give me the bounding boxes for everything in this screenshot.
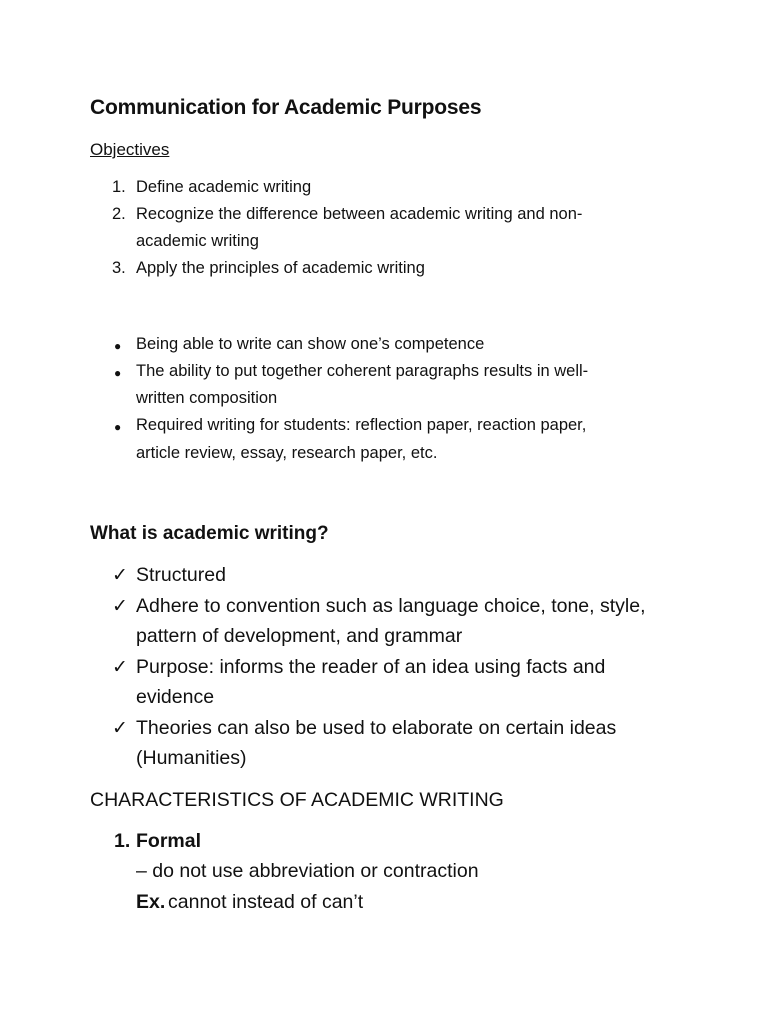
objective-number: 2. [112,205,126,223]
page-title: Communication for Academic Purposes [90,96,482,119]
bullet-text: Being able to write can show one’s competence [136,335,485,353]
checklist-item: evidence [136,686,215,708]
example-text: cannot instead of can’t [168,891,364,913]
example-label: Ex. [136,891,166,913]
checkmark-icon: ✓ [112,718,128,739]
bullet-icon: ● [114,339,122,353]
checklist-item: pattern of development, and grammar [136,625,463,647]
objective-number: 1. [112,178,126,196]
objective-number: 3. [112,259,126,277]
checklist-item: (Humanities) [136,747,247,769]
checklist-item: Purpose: informs the reader of an idea using facts and [136,656,606,678]
objectives-heading: Objectives [90,140,170,159]
objective-text: Apply the principles of academic writing [136,259,425,277]
checkmark-icon: ✓ [112,657,128,678]
characteristic-title: Formal [136,830,202,852]
checklist-item: Adhere to convention such as language choice, tone, style, [136,595,646,617]
bullet-text: The ability to put together coherent paragraphs results in well- [136,362,589,380]
checklist-item: Theories can also be used to elaborate on certain ideas [136,717,617,739]
objective-text: academic writing [136,232,259,250]
checkmark-icon: ✓ [112,565,128,586]
bullet-icon: ● [114,366,122,380]
section-heading-academic-writing: What is academic writing? [90,523,329,544]
bullet-text: written composition [136,389,278,407]
bullet-text: article review, essay, research paper, etc. [136,444,438,462]
bullet-text: Required writing for students: reflection paper, reaction paper, [136,416,587,434]
section-heading-characteristics: CHARACTERISTICS OF ACADEMIC WRITING [90,789,504,811]
bullet-icon: ● [114,420,122,434]
characteristic-description: – do not use abbreviation or contraction [136,860,479,882]
characteristic-number: 1. [114,830,131,852]
checklist-item: Structured [136,564,226,586]
objective-text: Recognize the difference between academic writing and non- [136,205,583,223]
checkmark-icon: ✓ [112,596,128,617]
objective-text: Define academic writing [136,178,312,196]
